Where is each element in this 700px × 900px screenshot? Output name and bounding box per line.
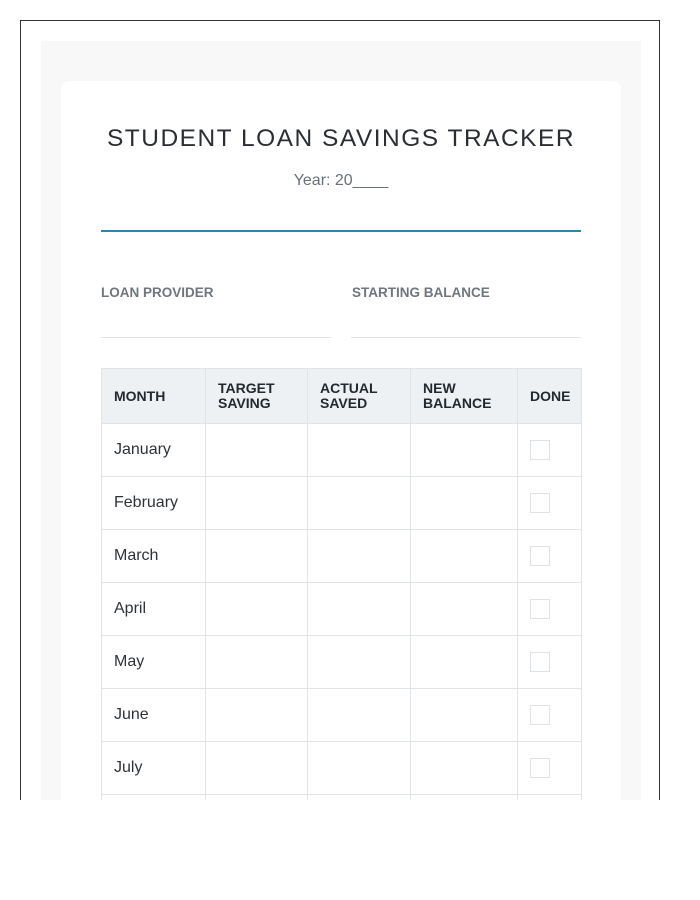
done-checkbox[interactable] [530,493,550,513]
starting-balance-label: STARTING BALANCE [352,285,490,300]
actual-saved-cell[interactable] [308,689,411,742]
tracker-card [61,81,621,800]
new-balance-cell[interactable] [411,742,518,795]
month-cell: January [102,424,206,477]
actual-saved-cell[interactable] [308,477,411,530]
done-checkbox[interactable] [530,705,550,725]
month-cell: February [102,477,206,530]
done-checkbox[interactable] [530,652,550,672]
target-saving-cell[interactable] [206,530,308,583]
column-header-target-saving: TARGET SAVING [206,369,308,424]
column-header-new-balance: NEW BALANCE [411,369,518,424]
table-row [102,530,582,583]
actual-saved-cell[interactable] [308,795,411,801]
done-cell [518,636,582,689]
column-header-done: DONE [518,369,582,424]
target-saving-cell[interactable] [206,795,308,801]
loan-provider-field[interactable] [101,337,331,338]
done-checkbox[interactable] [530,758,550,778]
month-cell: May [102,636,206,689]
done-cell [518,795,582,801]
table-row [102,583,582,636]
done-checkbox[interactable] [530,546,550,566]
target-saving-cell[interactable] [206,583,308,636]
table-row [102,689,582,742]
table-row [102,424,582,477]
page-background [41,41,641,800]
document-frame [20,20,660,800]
actual-saved-cell[interactable] [308,742,411,795]
target-saving-cell[interactable] [206,477,308,530]
table-row [102,477,582,530]
done-cell [518,742,582,795]
done-cell [518,583,582,636]
done-checkbox[interactable] [530,440,550,460]
page-title: STUDENT LOAN SAVINGS TRACKER [106,125,576,152]
month-cell: April [102,583,206,636]
column-header-actual-saved: ACTUAL SAVED [308,369,411,424]
column-header-month: MONTH [102,369,206,424]
done-cell [518,530,582,583]
target-saving-cell[interactable] [206,424,308,477]
table-row [102,636,582,689]
actual-saved-cell[interactable] [308,583,411,636]
done-cell [518,477,582,530]
actual-saved-cell[interactable] [308,530,411,583]
done-cell [518,424,582,477]
month-cell: March [102,530,206,583]
new-balance-cell[interactable] [411,795,518,801]
new-balance-cell[interactable] [411,424,518,477]
table-row [102,742,582,795]
title-divider [101,230,581,232]
target-saving-cell[interactable] [206,689,308,742]
new-balance-cell[interactable] [411,530,518,583]
target-saving-cell[interactable] [206,742,308,795]
savings-table [101,368,582,800]
year-label: Year: 20____ [293,172,389,189]
table-header-row [102,369,582,424]
actual-saved-cell[interactable] [308,636,411,689]
new-balance-cell[interactable] [411,689,518,742]
table-row [102,795,582,801]
done-cell [518,689,582,742]
new-balance-cell[interactable] [411,636,518,689]
target-saving-cell[interactable] [206,636,308,689]
loan-provider-label: LOAN PROVIDER [101,285,214,300]
actual-saved-cell[interactable] [308,424,411,477]
month-cell: July [102,742,206,795]
starting-balance-field[interactable] [351,337,581,338]
new-balance-cell[interactable] [411,477,518,530]
done-checkbox[interactable] [530,599,550,619]
month-cell: June [102,689,206,742]
new-balance-cell[interactable] [411,583,518,636]
month-cell [102,795,206,801]
